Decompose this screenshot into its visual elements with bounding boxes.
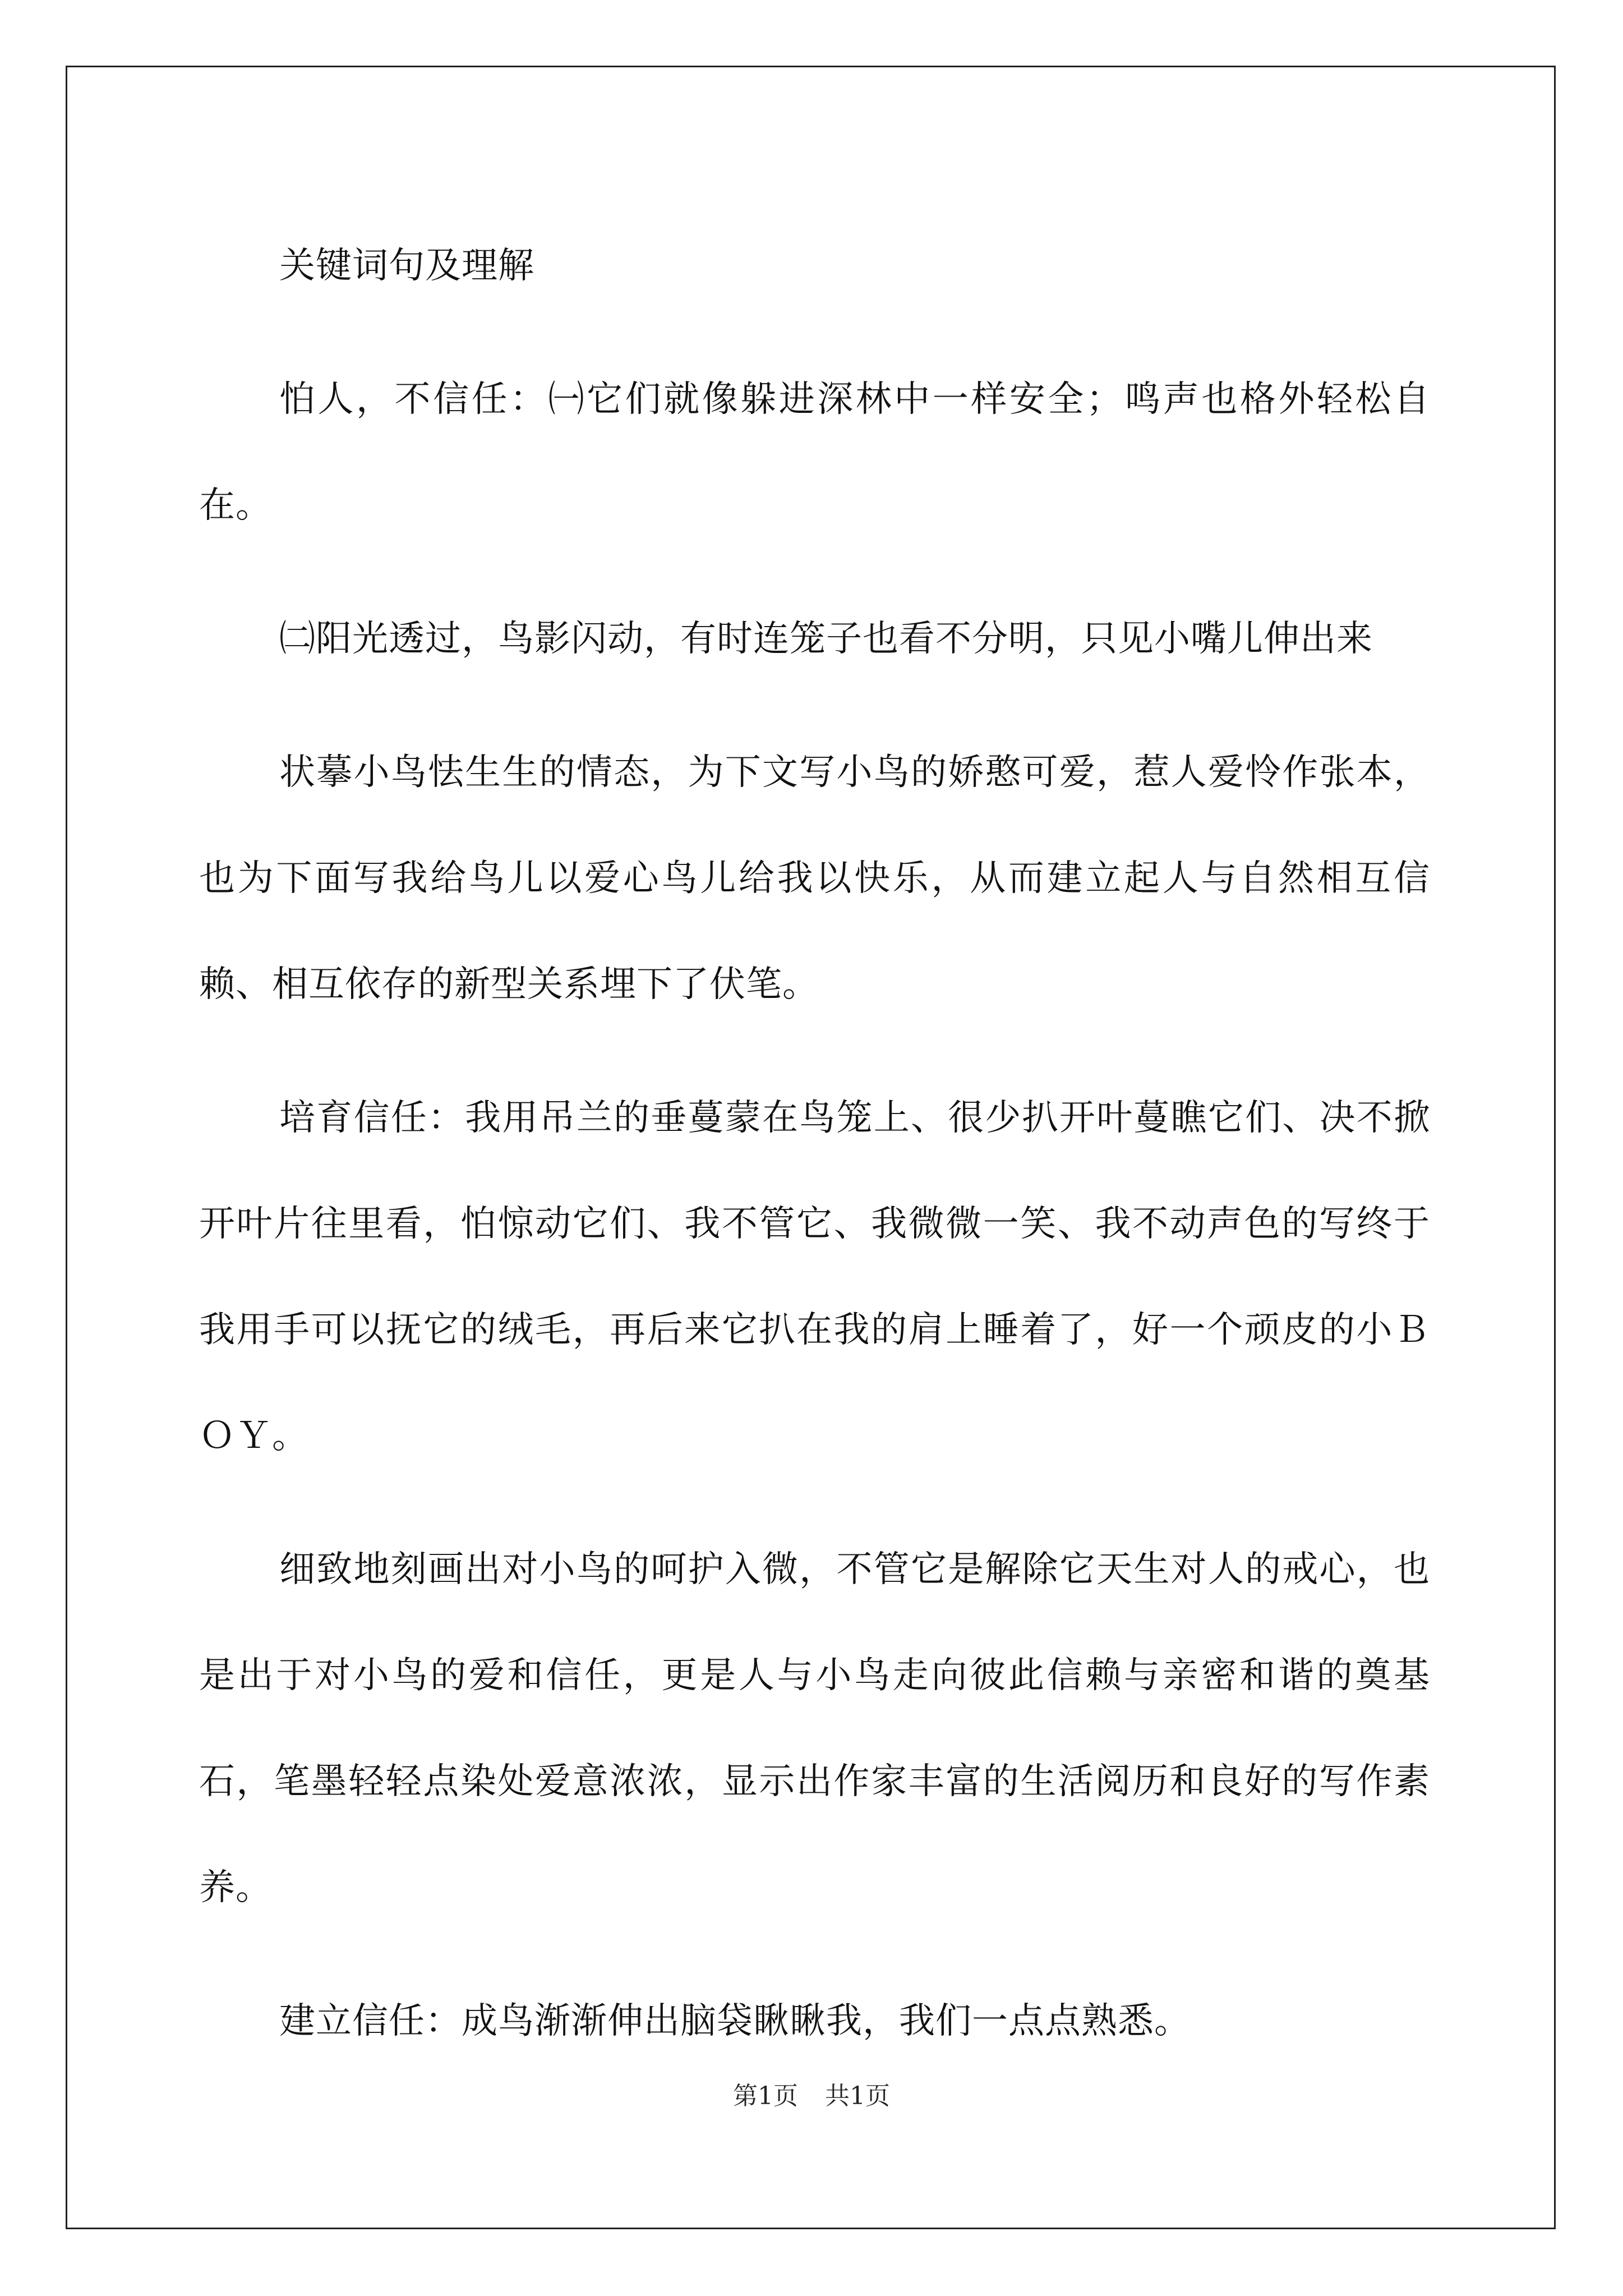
page-number: 第1页 (733, 2082, 798, 2110)
paragraph-depiction: 状摹小鸟怯生生的情态，为下文写小鸟的娇憨可爱，惹人爱怜作张本，也为下面写我给鸟儿以爱心鸟儿给我以快乐，从而建立起人与自然相互信赖、相互依存的新型关系埋下了伏笔。 (199, 752, 1430, 1005)
heading-keywords: 关键词句及理解 (279, 245, 534, 287)
paragraph-analysis: 细致地刻画出对小鸟的呵护入微，不管它是解除它天生对人的戒心，也是出于对小鸟的爱和信任，更是人与小鸟走向彼此信赖与亲密和谐的奠基石，笔墨轻轻点染处爱意浓浓，显示出作家丰富的生活阅历和良好的写作素养。 (199, 1549, 1430, 1908)
total-pages: 共1页 (825, 2082, 890, 2110)
paragraph-fear-distrust: 怕人，不信任：㈠它们就像躲进深林中一样安全；鸣声也格外轻松自在。 (199, 379, 1430, 526)
paragraph-cultivate-trust: 培育信任：我用吊兰的垂蔓蒙在鸟笼上、很少扒开叶蔓瞧它们、决不掀开叶片往里看，怕惊动它们、我不管它、我微微一笑、我不动声色的写终于我用手可以抚它的绒毛，再后来它扒在我的肩上睡着了，好一个顽皮的小ＢＯＹ。 (199, 1097, 1430, 1457)
paragraph-build-trust: 建立信任：成鸟渐渐伸出脑袋瞅瞅我，我们一点点熟悉。 (279, 2000, 1191, 2042)
page-footer (0, 2076, 1623, 2111)
paragraph-sunlight: ㈡阳光透过，鸟影闪动，有时连笼子也看不分明，只见小嘴儿伸出来 (279, 618, 1373, 660)
document-body (199, 213, 1430, 2102)
